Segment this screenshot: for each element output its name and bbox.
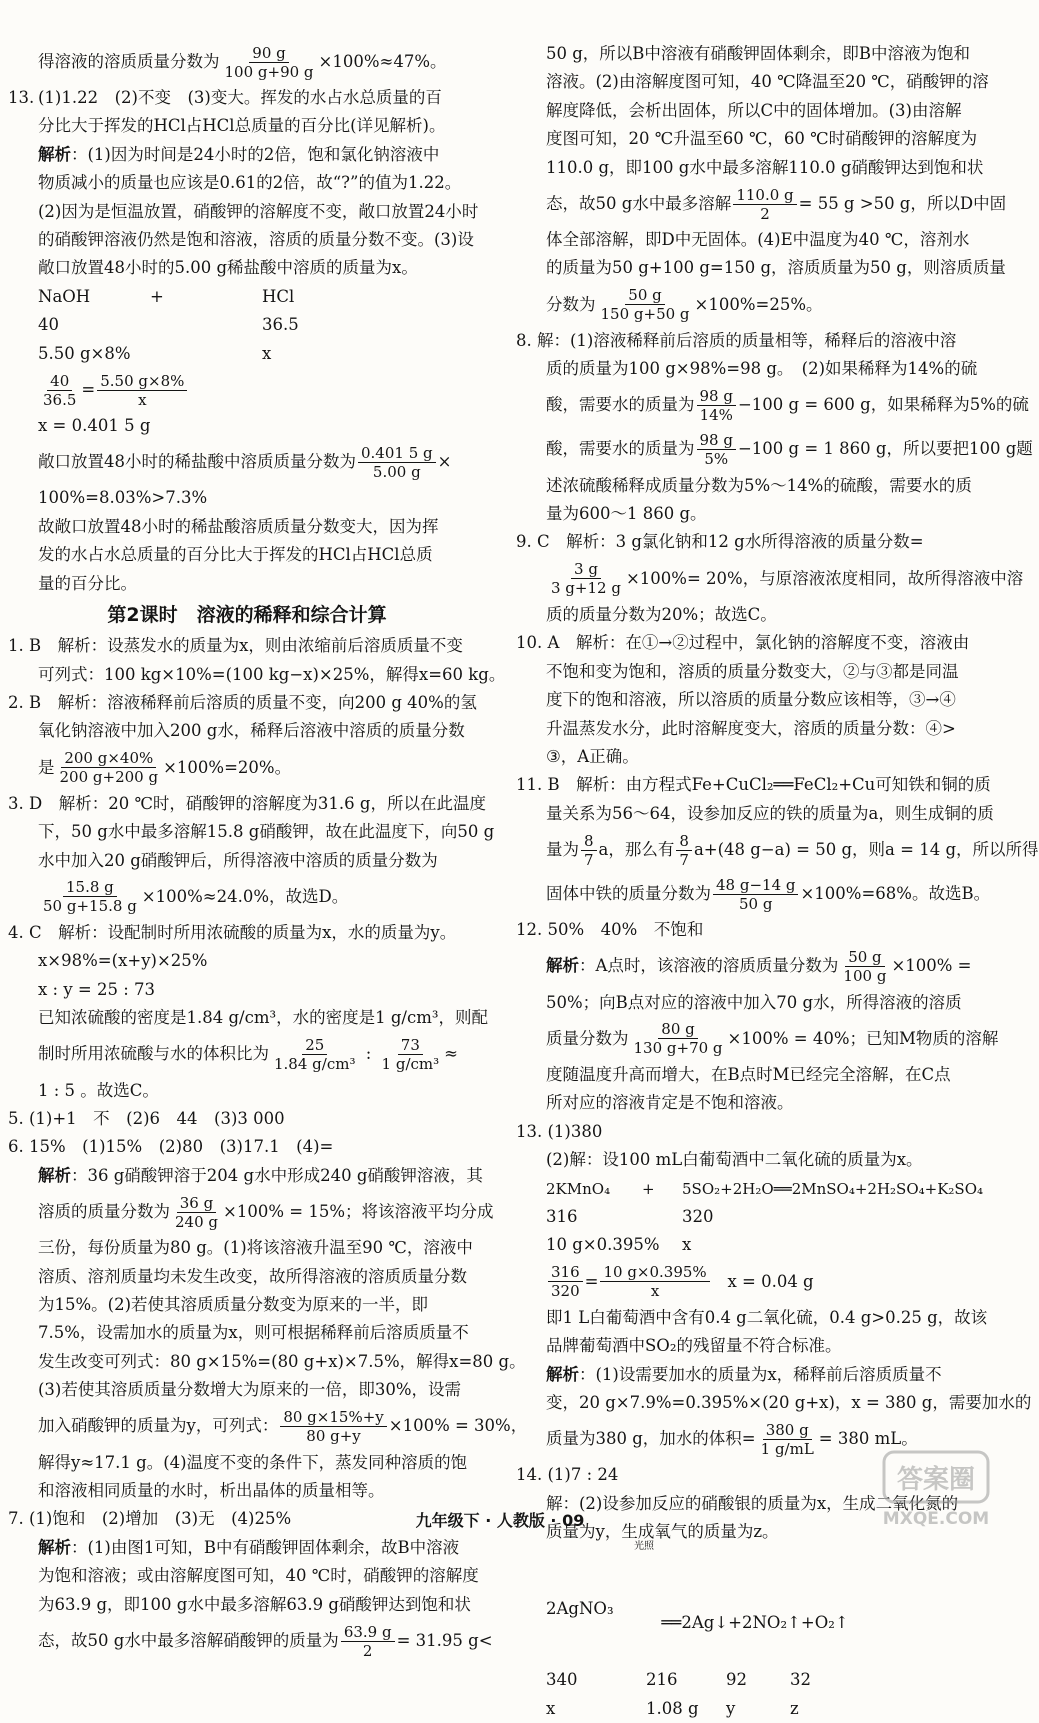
proportion: $\frac{316}{320}$ = $\frac{10 g\times 0.395\%}{x}$ x = 0.04 g xyxy=(516,1260,990,1304)
equation-values: x 1.08 g y z xyxy=(546,1698,799,1718)
line: 发的水占水总质量的百分比大于挥发的HCl占HCl总质 xyxy=(38,545,433,565)
line: 述浓硫酸稀释成质量分数为5%～14%的硫酸，需要水的质 xyxy=(546,475,972,495)
question-8: 8. 解：(1)溶液稀释前后溶质的质量相等，稀释后的溶液中溶 xyxy=(516,330,957,350)
equation-mass: 316 320 xyxy=(546,1206,714,1226)
question-11: 11. B 解析：由方程式Fe+CuCl₂══FeCl₂+Cu可知铁和铜的质 xyxy=(516,775,991,795)
equation: 2AgNO₃ 光照 ══2Ag↓+2NO₂↑+O₂↑ xyxy=(546,1540,849,1633)
line: 得溶液的溶质质量分数为 $\frac{90 g}{100 g+90 g}$ ×100%≈47%。 xyxy=(38,43,447,81)
question-7: 7. (1)饱和 (2)增加 (3)无 (4)25% xyxy=(8,1509,292,1529)
line: 下，50 g水中最多溶解15.8 g硝酸钾，故在此温度下，向50 g xyxy=(38,822,495,842)
line: 态，故50 g水中最多溶解 $\frac{110.0 g}{2}$ = 55 g >50 g，所以D中固 xyxy=(546,185,1007,223)
line: 量为600～1 860 g。 xyxy=(546,504,707,524)
line: 体全部溶解，即D中无固体。(4)E中温度为40 ℃，溶剂水 xyxy=(546,230,970,250)
line: 110.0 g，即100 g水中最多溶解110.0 g硝酸钾达到饱和状 xyxy=(546,157,984,177)
line: 即1 L白葡萄酒中含有0.4 g二氧化硫，0.4 g>0.25 g，故该 xyxy=(546,1307,988,1327)
line: 态，故50 g水中最多溶解硝酸钾的质量为 $\frac{63.9 g}{2}$ = 31.95 g< xyxy=(38,1622,493,1660)
line: 固体中铁的质量分数为 $\frac{48 g-14 g}{50 g}$ ×100%=68%。故选B。 xyxy=(546,875,991,913)
line: 解析：(1)因为时间是24小时的2倍，饱和氯化钠溶液中 xyxy=(38,144,440,164)
line: 为15%。(2)若使其溶质质量分数变为原来的一半，即 xyxy=(38,1295,429,1314)
line: (3)若使其溶质质量分数增大为原来的一倍，即30%，设需 xyxy=(38,1380,462,1400)
line: 是 $\frac{200 g\times 40\%}{200 g+200 g}$ ×100%=20%。 xyxy=(38,749,292,787)
proportion: $\frac{40}{36.5}$ = $\frac{5.50 g\times 8\%}{x}$ xyxy=(8,368,486,412)
line: 物质减小的质量也应该是0.61的2倍，故“?”的值为1.22。 xyxy=(38,173,462,193)
line: 分比大于挥发的HCl占HCl总质量的百分比(详见解析)。 xyxy=(38,116,446,136)
line: 解得y≈17.1 g。(4)温度不变的条件下，蒸发同种溶质的饱 xyxy=(38,1452,468,1472)
line: 的质量为50 g+100 g=150 g，溶质质量为50 g，则溶质质量 xyxy=(546,258,1006,278)
question-13: 13. (1)1.22 (2)不变 (3)变大。挥发的水占水总质量的百 xyxy=(8,88,442,107)
line: 品牌葡萄酒中SO₂的残留量不符合标准。 xyxy=(546,1336,842,1356)
line: x×98%=(x+y)×25% xyxy=(38,951,208,971)
line: 酸，需要水的质量为 $\frac{98 g}{14\%}$ −100 g = 600 g，如果稀释为5%的硫 xyxy=(546,387,1029,425)
line: 解：(2)设参加反应的硝酸银的质量为x，生成二氧化氮的 xyxy=(546,1493,959,1513)
question-2: 2. B 解析：溶液稀释前后溶质的质量不变，向200 g 40%的氢 xyxy=(8,692,477,712)
line: 不饱和变为饱和，溶质的质量分数变大，②与③都是同温 xyxy=(546,661,959,681)
question-12: 12. 50% 40% 不饱和 xyxy=(516,920,704,940)
line: $\frac{15.8 g}{50 g+15.8 g}$ ×100%≈24.0%，故选D。 xyxy=(43,878,349,916)
line: 为饱和溶液；或由溶解度图可知，40 ℃时，硝酸钾的溶解度 xyxy=(38,1566,479,1586)
line: 质的质量分数为20%；故选C。 xyxy=(546,604,777,624)
line: x = 0.401 5 g xyxy=(38,416,151,436)
line: $\frac{3 g}{3 g+12 g}$ ×100%= 20%，与原溶液浓度相同，故所得溶液中溶 xyxy=(551,560,1024,598)
line: 所对应的溶液肯定是不饱和溶液。 xyxy=(546,1093,794,1113)
line: 解度降低，会析出固体，所以C中的固体增加。(3)由溶解 xyxy=(546,100,962,120)
question-13: 13. (1)380 xyxy=(516,1121,603,1141)
equation-values: 5.50 g×8% x xyxy=(38,343,272,363)
line: 解析：36 g硝酸钾溶于204 g水中形成240 g硝酸钾溶液，其 xyxy=(38,1165,483,1185)
line: 50%；向B点对应的溶液中加入70 g水，所得溶液的溶质 xyxy=(546,992,962,1012)
line: 溶质的质量分数为 $\frac{36 g}{240 g}$ ×100% = 15%；将该溶液平均分成 xyxy=(38,1193,494,1231)
line: 解析 ：A点时，该溶液的溶质质量分数为 $\frac{50 g}{100 g}$ ×100% = xyxy=(546,948,972,986)
line: 量的百分比。 xyxy=(38,573,137,593)
question-14: 14. (1)7 : 24 xyxy=(516,1465,619,1485)
watermark-logo xyxy=(880,1448,992,1532)
question-10: 10. A 解析：在①→②过程中，氯化钠的溶解度不变，溶液由 xyxy=(516,633,970,653)
svg-text:MXQE.COM: MXQE.COM xyxy=(882,1509,990,1529)
line: 氧化钠溶液中加入200 g水，稀释后溶液中溶质的质量分数 xyxy=(38,721,465,741)
line: 质量分数为 $\frac{80 g}{130 g+70 g}$ ×100% = 40%；已知M物质的溶解 xyxy=(546,1020,999,1058)
line: 1 : 5 。故选C。 xyxy=(38,1080,159,1100)
line: 发生改变可列式：80 g×15%=(80 g+x)×7.5%，解得x=80 g。 xyxy=(38,1351,526,1371)
equation-mass: 340 216 92 32 xyxy=(546,1670,811,1690)
equation-values: 10 g×0.395% x xyxy=(546,1235,692,1255)
line: 加入硝酸钾的质量为y，可列式： $\frac{80 g\times 15\%+y}{80 g+y}$ ×100% = 30%， xyxy=(38,1408,528,1446)
line: 可列式：100 kg×10%=(100 kg−x)×25%，解得x=60 kg。 xyxy=(38,664,506,684)
line: 量为 $\frac{8}{7}$ a，那么有 $\frac{8}{7}$ a+(48 g−a) = 50 g，则a = 14 g，所以所得 xyxy=(546,831,1039,869)
question-4: 4. C 解析：设配制时所用浓硫酸的质量为x，水的质量为y。 xyxy=(8,922,457,942)
line: 100%=8.03%>7.3% xyxy=(38,488,208,508)
line: 解析：(1)设需要加水的质量为x，稀释前后溶质质量不 xyxy=(546,1364,942,1384)
question-5: 5. (1)+1 不 (2)6 44 (3)3 000 xyxy=(8,1108,285,1128)
line: 酸，需要水的质量为 $\frac{98 g}{5\%}$ −100 g = 1 860 g，所以要把100 g题 xyxy=(546,431,1033,469)
fraction: $\frac{90 g}{100 g+90 g}$ xyxy=(224,43,314,81)
line: 的硝酸钾溶液仍然是饱和溶液，溶质的质量分数不变。(3)设 xyxy=(38,230,474,250)
line: 质量为y，生成氧气的质量为z。 xyxy=(546,1522,779,1542)
line: 质量为380 g，加水的体积= $\frac{380 g}{1 g/mL}$ = 380 mL。 xyxy=(546,1420,918,1458)
line: 分数为 $\frac{50 g}{150 g+50 g}$ ×100%=25%。 xyxy=(546,286,823,324)
line: 50 g，所以B中溶液有硝酸钾固体剩余，即B中溶液为饱和 xyxy=(546,44,971,63)
line: 和溶液相同质量的水时，析出晶体的质量相等。 xyxy=(38,1481,385,1501)
line: 溶液。(2)由溶解度图可知，40 ℃降温至20 ℃，硝酸钾的溶 xyxy=(546,72,989,92)
line: 变，20 g×7.9%=0.395%×(20 g+x)，x = 380 g，需要加水的 xyxy=(546,1393,1032,1412)
line: 升温蒸发水分，此时溶解度变大，溶质的质量分数：④> xyxy=(546,718,956,738)
line: 解析：(1)由图1可知，B中有硝酸钾固体剩余，故B中溶液 xyxy=(38,1537,460,1557)
line: 敞口放置48小时的稀盐酸中溶质质量分数为 $\frac{0.401 5 g}{5.00 g}$ × xyxy=(38,443,452,481)
line: 已知浓硫酸的密度是1.84 g/cm³，水的密度是1 g/cm³，则配 xyxy=(38,1008,488,1028)
line: 水中加入20 g硝酸钾后，所得溶液中溶质的质量分数为 xyxy=(38,850,438,870)
line: 故敞口放置48小时的稀盐酸溶质质量分数变大，因为挥 xyxy=(38,516,439,536)
equation: 2KMnO₄ + 5SO₂+2H₂O══2MnSO₄+2H₂SO₄+K₂SO₄ xyxy=(546,1179,984,1198)
svg-text:答案圈: 答案圈 xyxy=(896,1465,976,1495)
page-footer: 九年级下 · 人教版 · 09 xyxy=(415,1511,585,1530)
line: x : y = 25 : 73 xyxy=(38,979,156,999)
line: (2)因为是恒温放置，硝酸钾的溶解度不变，敞口放置24小时 xyxy=(38,201,479,221)
line: 制时所用浓硫酸与水的体积比为 $\frac{25}{\text{1.84 g/cm³}}$ : $\frac{73}{\text{1 g/cm³}}$ ≈ xyxy=(38,1036,458,1074)
question-9: 9. C 解析：3 g氯化钠和12 g水所得溶液的质量分数= xyxy=(516,532,924,552)
line: 度图可知，20 ℃升温至60 ℃，60 ℃时硝酸钾的溶解度为 xyxy=(546,129,978,149)
line: 三份，每份质量为80 g。(1)将该溶液升温至90 ℃，溶液中 xyxy=(38,1238,473,1258)
question-1: 1. B 解析：设蒸发水的质量为x，则由浓缩前后溶质质量不变 xyxy=(8,636,463,656)
question-3: 3. D 解析：20 ℃时，硝酸钾的溶解度为31.6 g，所以在此温度 xyxy=(8,793,486,813)
line: 溶质、溶剂质量均未发生改变，故所得溶液的溶质质量分数 xyxy=(38,1266,467,1286)
question-6: 6. 15% (1)15% (2)80 (3)17.1 (4)= xyxy=(8,1137,334,1157)
line: 7.5%，设需加水的质量为x，则可根据稀释前后溶质质量不 xyxy=(38,1323,469,1343)
line: 度随温度升高而增大，在B点时M已经完全溶解，在C点 xyxy=(546,1064,951,1084)
line: 度下的饱和溶液，所以溶质的质量分数应该相等，③→④ xyxy=(546,690,956,710)
line: 为63.9 g，即100 g水中最多溶解63.9 g硝酸钾达到饱和状 xyxy=(38,1594,471,1614)
line: ③，A正确。 xyxy=(546,746,639,766)
equation: NaOH + HCl xyxy=(38,286,295,306)
condition-label: 光照 xyxy=(634,1540,654,1552)
line: 敞口放置48小时的5.00 g稀盐酸中溶质的质量为x。 xyxy=(38,258,418,278)
line: 量关系为56～64，设参加反应的铁的质量为a，则生成铜的质 xyxy=(546,803,994,823)
line: 质的质量为100 g×98%=98 g。 (2)如果稀释为14%的硫 xyxy=(546,359,978,379)
equation-mass: 40 36.5 xyxy=(38,315,299,335)
section-title: 第2课时 溶液的稀释和综合计算 xyxy=(107,604,387,627)
line: (2)解：设100 mL白葡萄酒中二氧化硫的质量为x。 xyxy=(546,1150,923,1170)
